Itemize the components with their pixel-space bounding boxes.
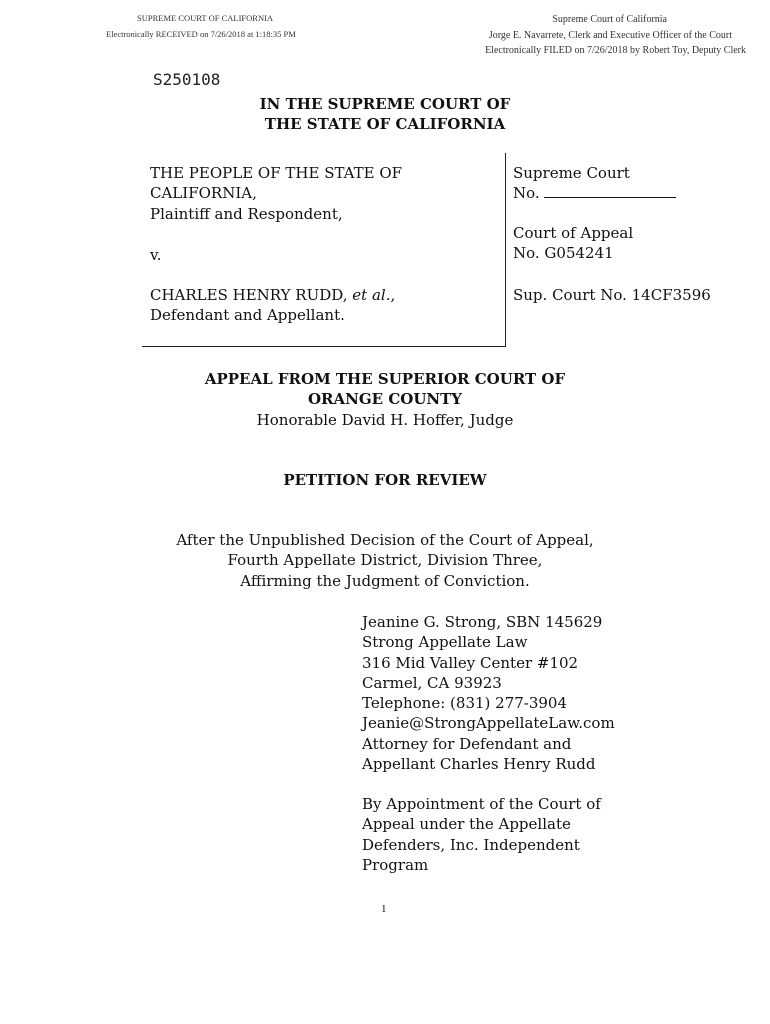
- after-decision-line1: After the Unpublished Decision of the Court of Appeal,: [176, 531, 594, 549]
- defendant-role: Defendant and Appellant.: [150, 306, 345, 325]
- case-number: S250108: [153, 70, 221, 89]
- court-heading: [185, 94, 585, 135]
- court-of-appeal-number: No. G054241: [513, 244, 614, 263]
- supreme-court-label: Supreme Court: [513, 164, 630, 182]
- judge-name: Honorable David H. Hoffer, Judge: [256, 410, 514, 429]
- filed-stamp-date: Electronically FILED on 7/26/2018 by Robert Toy, Deputy Clerk: [485, 45, 746, 56]
- attorney-address1: 316 Mid Valley Center #102: [362, 653, 579, 672]
- appointment-block: [362, 794, 601, 875]
- defendant-name-line: [150, 285, 395, 305]
- appointment-line2: Appeal under the Appellate: [362, 815, 571, 834]
- defendant-name: CHARLES HENRY RUDD,: [150, 286, 353, 304]
- party1-line1: THE PEOPLE OF THE STATE OF: [150, 164, 403, 182]
- court-of-appeal-block: [513, 223, 633, 264]
- filed-stamp-court: Supreme Court of California: [552, 14, 667, 25]
- attorney-email: Jeanie@StrongAppellateLaw.com: [362, 714, 615, 733]
- attorney-name: Jeanine G. Strong, SBN 145629: [362, 613, 603, 631]
- appointment-line3: Defenders, Inc. Independent: [362, 835, 580, 854]
- caption-parties: [150, 163, 402, 224]
- after-decision-block: [135, 530, 635, 591]
- supreme-court-no-blank: [544, 185, 676, 198]
- attorney-phone: Telephone: (831) 277-3904: [362, 694, 568, 713]
- appeal-line1: APPEAL FROM THE SUPERIOR COURT OF: [204, 370, 566, 388]
- after-decision-line3: Affirming the Judgment of Conviction.: [240, 571, 530, 590]
- attorney-role1: Attorney for Defendant and: [362, 734, 572, 753]
- court-heading-line1: IN THE SUPREME COURT OF: [259, 95, 511, 113]
- document-title: PETITION FOR REVIEW: [283, 471, 487, 489]
- attorney-firm: Strong Appellate Law: [362, 633, 528, 652]
- superior-court-number: Sup. Court No. 14CF3596: [513, 286, 711, 304]
- received-stamp-title: SUPREME COURT OF CALIFORNIA: [137, 13, 274, 23]
- supreme-court-no-line: [513, 183, 676, 203]
- party1-line2: CALIFORNIA,: [150, 184, 257, 203]
- appointment-line4: Program: [362, 855, 429, 874]
- received-stamp-date: Electronically RECEIVED on 7/26/2018 at 1:18:35 PM: [106, 29, 296, 39]
- appeal-block: [185, 369, 585, 430]
- after-decision-line2: Fourth Appellate District, Division Three,: [227, 551, 543, 570]
- appeal-line2: ORANGE COUNTY: [307, 390, 462, 409]
- et-al: et al.: [352, 286, 391, 304]
- versus: v.: [150, 246, 162, 264]
- supreme-court-number-block: [513, 163, 676, 204]
- defendant-block: [150, 285, 395, 326]
- attorney-address2: Carmel, CA 93923: [362, 673, 502, 692]
- page-number: 1: [381, 903, 387, 915]
- caption-vertical-rule: [505, 153, 506, 347]
- appointment-line1: By Appointment of the Court of: [362, 795, 601, 813]
- defendant-comma: ,: [390, 286, 396, 304]
- court-heading-line2: THE STATE OF CALIFORNIA: [264, 115, 506, 134]
- attorney-block: [362, 612, 615, 774]
- court-of-appeal-label: Court of Appeal: [513, 224, 634, 242]
- supreme-court-no-label: No.: [513, 184, 545, 203]
- caption-horizontal-rule: [142, 346, 505, 347]
- attorney-role2: Appellant Charles Henry Rudd: [362, 755, 596, 774]
- party1-role: Plaintiff and Respondent,: [150, 204, 343, 223]
- filed-stamp-clerk: Jorge E. Navarrete, Clerk and Executive Officer of the Court: [488, 30, 732, 41]
